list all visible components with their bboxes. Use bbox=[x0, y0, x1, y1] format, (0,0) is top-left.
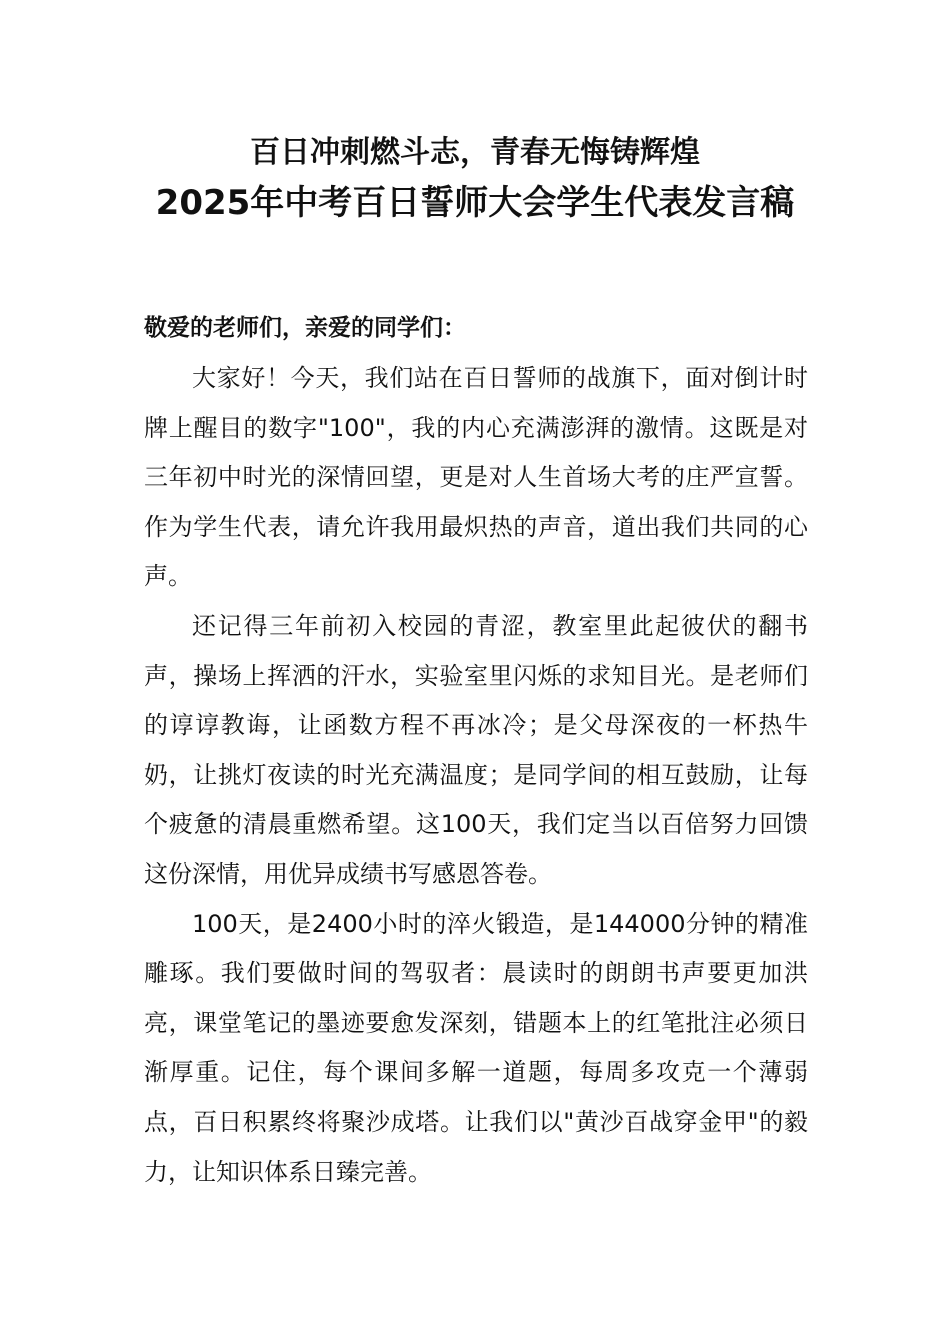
body-text bbox=[144, 354, 808, 1197]
title-line-2: 2025年中考百日誓师大会学生代表发言稿 bbox=[155, 183, 795, 223]
salutation: 敬爱的老师们，亲爱的同学们： bbox=[144, 315, 466, 341]
paragraph-2: 还记得三年前初入校园的青涩，教室里此起彼伏的翻书声，操场上挥洒的汗水，实验室里闪烁的求知目光。是老师们的谆谆教诲，让函数方程不再冰冷；是父母深夜的一杯热牛奶，让挑灯夜读的时光充满温度；是同学间的相互鼓励，让每个疲惫的清晨重燃希望。这100天，我们定当以百倍努力回馈这份深情，用优异成绩书写感恩答卷。 bbox=[144, 611, 808, 888]
title-line-1: 百日冲刺燃斗志，青春无悔铸辉煌 bbox=[250, 135, 700, 170]
paragraph-1: 大家好！今天，我们站在百日誓师的战旗下，面对倒计时牌上醒目的数字"100"，我的内心充满澎湃的激情。这既是对三年初中时光的深情回望，更是对人生首场大考的庄严宣誓。作为学生代表，请允许我用最炽热的声音，道出我们共同的心声。 bbox=[144, 364, 808, 591]
paragraph-3: 100天，是2400小时的淬火锻造，是144000分钟的精准雕琢。我们要做时间的驾驭者：晨读时的朗朗书声要更加洪亮，课堂笔记的墨迹要愈发深刻，错题本上的红笔批注必须日渐厚重。记住，每个课间多解一道题，每周多攻克一个薄弱点，百日积累终将聚沙成塔。让我们以"黄沙百战穿金甲"的毅力，让知识体系日臻完善。 bbox=[144, 909, 808, 1186]
document-title bbox=[130, 128, 820, 228]
